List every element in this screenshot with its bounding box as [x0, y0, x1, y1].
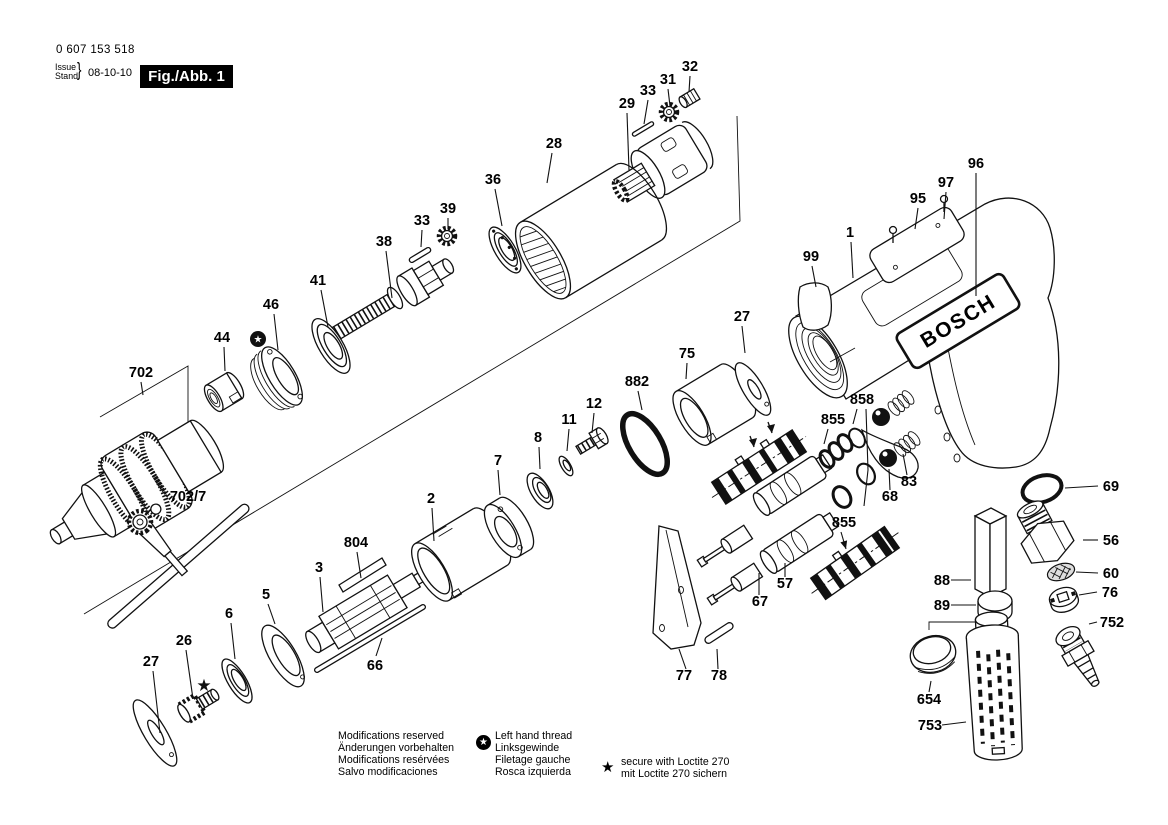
washer-27-right-drawing: [729, 358, 777, 420]
leader-line-27: [742, 326, 745, 353]
lever-77-drawing: [653, 526, 701, 649]
part-label-804: 804: [343, 535, 369, 551]
leader-line-858: [864, 409, 868, 506]
hose-fitting-752-drawing: [1051, 622, 1109, 693]
fitting-56-drawing: [1006, 493, 1078, 572]
part-label-38: 38: [375, 234, 393, 250]
issue-date: 08-10-10: [88, 67, 133, 79]
pin-67-upper-drawing: [695, 525, 752, 570]
washer-27-left-drawing: [126, 695, 184, 771]
part-label-39: 39: [439, 201, 457, 217]
leader-line-36: [495, 189, 502, 226]
gear-39-drawing: [439, 228, 455, 244]
lht-line-fr: Filetage gauche: [495, 753, 571, 766]
leader-line-752: [1089, 622, 1097, 624]
left-hand-thread-note: [495, 731, 572, 779]
leader-line-76: [1079, 592, 1097, 595]
part-label-2: 2: [426, 491, 436, 507]
part-label-8: 8: [533, 430, 543, 446]
loctite-note: [621, 757, 729, 781]
leader-line-8: [539, 447, 540, 469]
clip-99-drawing: [798, 283, 831, 330]
stand-label: Stand: [55, 70, 78, 81]
modifications-line-en: Modifications reserved: [338, 730, 444, 742]
pin-33-mid-drawing: [408, 247, 431, 264]
leader-line-26: [186, 650, 193, 699]
part-label-57: 57: [776, 576, 794, 592]
leader-line-32: [689, 76, 690, 92]
part-label-753: 753: [917, 718, 943, 734]
leader-line-654: [929, 681, 931, 692]
leader-line-75: [686, 363, 687, 379]
leader-line-1: [851, 242, 853, 278]
part-label-41: 41: [309, 273, 327, 289]
part-label-11: 11: [561, 412, 577, 428]
planet-carrier-drawing: [603, 117, 719, 216]
loctite-star-icon: ★: [601, 759, 615, 776]
washer-11-drawing: [556, 454, 575, 477]
pin-78-drawing: [704, 621, 735, 644]
part-label-97: 97: [937, 175, 955, 191]
nut-44-drawing: [201, 370, 247, 414]
leader-line-60: [1076, 572, 1098, 573]
left-hand-thread-icon: ★: [476, 735, 491, 750]
part-label-77: 77: [675, 668, 693, 684]
bosch-logo-text: BOSCH: [916, 290, 1000, 353]
leader-line-46: [274, 314, 278, 350]
o-ring-882-drawing: [614, 407, 676, 482]
leader-line-858: [853, 409, 857, 424]
part-label-36: 36: [484, 172, 502, 188]
gear-31-drawing: [661, 104, 677, 120]
part-label-29: 29: [618, 96, 636, 112]
cap-654-drawing: [906, 631, 960, 679]
pin-33-top-drawing: [632, 121, 655, 137]
ball-68-upper-drawing: [872, 408, 890, 426]
loctite-line-de: mit Loctite 270 sichern: [621, 767, 727, 780]
part-label-3: 3: [314, 560, 324, 576]
figure-label-box: Fig./Abb. 1: [140, 65, 233, 88]
modifications-line-es: Salvo modificaciones: [338, 765, 438, 778]
lht-line-de: Linksgewinde: [495, 741, 560, 754]
part-label-27: 27: [142, 654, 160, 670]
leader-line-69: [1065, 486, 1098, 488]
modifications-line-de: Änderungen vorbehalten: [338, 741, 455, 754]
nut-76-drawing: [1047, 584, 1081, 615]
part-label-858: 858: [849, 392, 875, 408]
leader-line-5: [268, 604, 275, 624]
leader-line-11: [567, 429, 569, 451]
modifications-line-fr: Modifications resérvées: [338, 753, 450, 766]
part-label-5: 5: [261, 587, 271, 603]
modifications-note: [338, 731, 454, 779]
leader-line-855: [824, 429, 828, 444]
part-label-33: 33: [413, 213, 431, 229]
part-label-882: 882: [624, 374, 650, 390]
part-label-32: 32: [681, 59, 699, 75]
leader-line-33: [421, 230, 422, 247]
part-label-89: 89: [933, 598, 951, 614]
muffler-753-drawing: [965, 611, 1025, 762]
part-label-28: 28: [545, 136, 563, 152]
part-label-31: 31: [659, 72, 677, 88]
part-label-95: 95: [909, 191, 927, 207]
part-label-26: 26: [175, 633, 193, 649]
leader-line-29: [627, 113, 629, 170]
part-label-56: 56: [1102, 533, 1120, 549]
part-label-654: 654: [916, 692, 942, 708]
bearing-6-drawing: [216, 655, 257, 707]
leader-line-7: [498, 470, 500, 495]
spring-83-upper-drawing: [886, 389, 916, 418]
leader-line-882: [638, 391, 642, 410]
issue-stand-labels: [55, 63, 78, 80]
part-label-67: 67: [751, 594, 769, 610]
leader-line-2: [432, 508, 434, 541]
part-label-96: 96: [967, 156, 985, 172]
part-label-752: 752: [1099, 615, 1125, 631]
issue-stand-brace: }: [76, 60, 82, 81]
end-plate-7-drawing: [477, 492, 540, 563]
lht-line-es: Rosca izquierda: [495, 765, 571, 778]
part-label-855: 855: [820, 412, 846, 428]
part-label-75: 75: [678, 346, 696, 362]
muffler-block-88-drawing: [975, 508, 1006, 597]
ring-5-drawing: [254, 619, 312, 692]
part-label-46: 46: [262, 297, 280, 313]
part-label-88: 88: [933, 573, 951, 589]
part-label-1: 1: [845, 225, 855, 241]
loctite-symbol: ★: [196, 676, 212, 695]
part-label-7: 7: [493, 453, 503, 469]
part-label-66: 66: [366, 658, 384, 674]
part-label-702/7: 702/7: [169, 489, 207, 505]
leader-line-77: [679, 649, 686, 669]
part-label-68: 68: [881, 489, 899, 505]
leader-line-33: [644, 100, 648, 124]
leader-line-44: [224, 347, 225, 371]
part-label-99: 99: [802, 249, 820, 265]
leader-line-28: [547, 153, 552, 183]
ball-68-lower-drawing: [879, 449, 897, 467]
issue-label: Issue: [55, 62, 77, 72]
leader-line-66: [376, 638, 382, 656]
part-label-76: 76: [1101, 585, 1119, 601]
part-label-12: 12: [585, 396, 603, 412]
part-label-83: 83: [900, 474, 918, 490]
part-number-code: 0 607 153 518: [56, 44, 135, 56]
bearing-8-drawing: [522, 469, 558, 513]
part-label-702: 702: [128, 365, 154, 381]
lht-line-en: Left hand thread: [495, 730, 573, 742]
o-ring-855-lower-drawing: [829, 483, 854, 510]
leader-line-3: [320, 577, 323, 612]
part-label-6: 6: [224, 606, 234, 622]
part-label-60: 60: [1102, 566, 1120, 582]
leader-line-753: [942, 722, 966, 725]
part-label-69: 69: [1102, 479, 1120, 495]
part-label-78: 78: [710, 668, 728, 684]
spindle-38-drawing: [319, 249, 460, 352]
leader-line-31: [668, 89, 670, 106]
loctite-line-en: secure with Loctite 270: [621, 756, 730, 768]
part-label-27: 27: [733, 309, 751, 325]
leader-line-78: [717, 649, 718, 669]
left-hand-thread-star-glyph: ★: [253, 334, 263, 346]
threaded-ring-46-drawing: [242, 341, 310, 418]
leader-line-6: [231, 623, 235, 659]
screen-60-drawing: [1045, 560, 1077, 584]
part-label-855: 855: [831, 515, 857, 531]
part-label-44: 44: [213, 330, 231, 346]
part-label-33: 33: [639, 83, 657, 99]
leader-arrowhead-855: [840, 540, 849, 550]
